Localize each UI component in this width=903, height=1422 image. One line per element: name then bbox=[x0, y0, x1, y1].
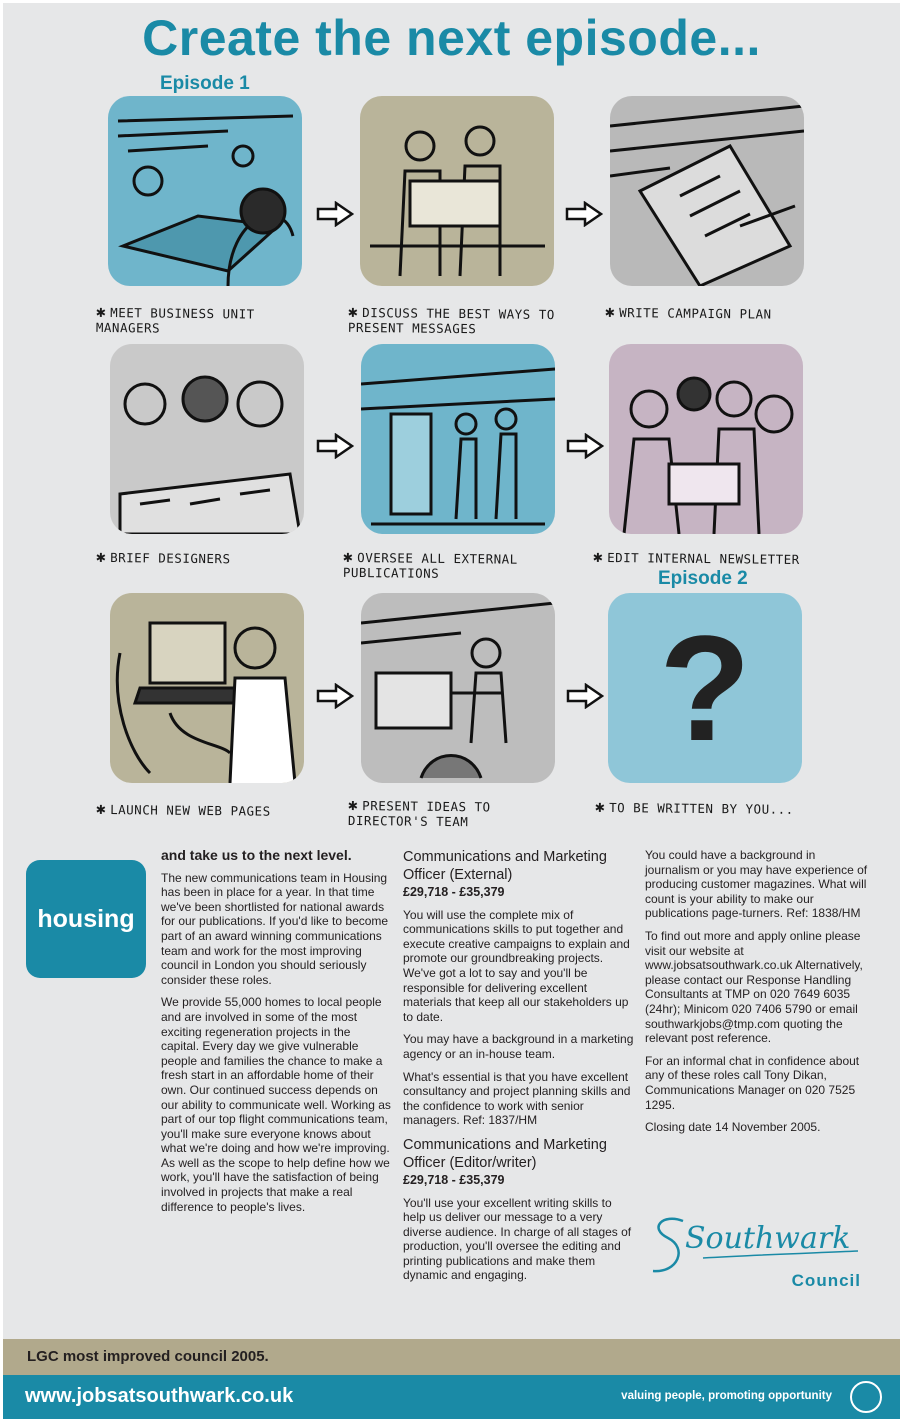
arrow-icon bbox=[316, 201, 354, 227]
caption-to-be-written: ✱ TO BE WRITTEN BY YOU... bbox=[594, 796, 794, 817]
award-text: LGC most improved council 2005. bbox=[27, 1348, 269, 1365]
sketch-designers-illustration bbox=[110, 344, 304, 534]
job2-title: Communications and Marketing Officer (Editor/writer) bbox=[403, 1136, 607, 1171]
closing-date: Closing date 14 November 2005. bbox=[645, 1120, 821, 1135]
sketch-web-illustration bbox=[110, 593, 304, 783]
job-advert-page bbox=[3, 3, 900, 1419]
storyboard-panel-discuss bbox=[360, 96, 554, 286]
storyboard-panel-designers bbox=[110, 344, 304, 534]
arrow-icon bbox=[565, 201, 603, 227]
storyboard-panel-meeting bbox=[108, 96, 302, 286]
tagline: valuing people, promoting opportunity bbox=[621, 1390, 832, 1402]
caption-launch-web: ✱ LAUNCH NEW WEB PAGES bbox=[95, 798, 271, 819]
caption-discuss: ✱ DISCUSS THE BEST WAYS TO PRESENT MESSAGES bbox=[347, 301, 555, 337]
job2-salary: £29,718 - £35,379 bbox=[403, 1172, 505, 1187]
caption-campaign-plan: ✱ WRITE CAMPAIGN PLAN bbox=[604, 301, 772, 322]
apply-paragraph-3: For an informal chat in confidence about any of these roles call Tony Dikan, Communications Manager on 020 7525 1295. bbox=[645, 1053, 860, 1112]
housing-logo-box: housing bbox=[26, 860, 146, 978]
storyboard-panel-newsletter bbox=[609, 344, 803, 534]
intro-paragraph-1: The new communications team in Housing has been in place for a year. In that time we've been shortlisted for national awards for our publications. If you'd like to become part of an award winning communications team and work for the most improving council in London you should seriously consider these roles. bbox=[161, 870, 389, 987]
caption-brief-designers: ✱ BRIEF DESIGNERS bbox=[95, 546, 231, 567]
apply-paragraph-2: To find out more and apply online please visit our website at www.jobsatsouthwark.co.uk Alternatively, please contact our Response Handling Consultants at TMP on 020 7649 6035 (24hr); Minicom 020 7406 5790 or email southwarkjobs@tmp.com quoting the relevant post reference. bbox=[645, 928, 863, 1046]
question-mark-panel bbox=[608, 593, 802, 783]
page-title: Create the next episode... bbox=[142, 10, 761, 66]
job1-paragraph-3: What's essential is that you have excellent consultancy and project planning skills and the confidence to work with senior managers. Ref: 1837/HM bbox=[403, 1069, 631, 1128]
job1-title: Communications and Marketing Officer (External) bbox=[403, 849, 607, 883]
southwark-council-logo bbox=[643, 1203, 873, 1295]
council-wordmark: Council bbox=[791, 1271, 861, 1290]
storyboard-panel-present bbox=[361, 593, 555, 783]
apply-paragraph-1: You could have a background in journalism or you may have experience of producing customer magazines. What will count is your ability to make our publications page-turners. Ref: 1838/HM bbox=[645, 848, 868, 921]
intro-paragraph-2: We provide 55,000 homes to local people and are involved in some of the most exciting regeneration projects in the capital. Every day we give vulnerable people and families the chance to make a fresh start in an affordable home of their own. Our continued success depends on our ability to communicate well. Working as part of our top flight communications team, you'll make sure everyone knows about what we're doing and how we're improving. As well as the scope to help define how we work, you'll have the satisfaction of being involved in projects that make a real difference to people's lives. bbox=[161, 995, 391, 1214]
sketch-present-illustration bbox=[361, 593, 555, 783]
arrow-icon bbox=[566, 433, 604, 459]
caption-oversee-publications: ✱ OVERSEE ALL EXTERNAL PUBLICATIONS bbox=[342, 546, 518, 581]
caption-edit-newsletter: ✱ EDIT INTERNAL NEWSLETTER bbox=[592, 546, 800, 568]
footer-bar bbox=[3, 1375, 900, 1419]
job1-paragraph-1: You will use the complete mix of communications skills to put together and execute creative campaigns to explain and promote our groundbreaking projects. We've got a lot to say and you'll be responsible for delivering excellent materials that keep all our stakeholders up to date. bbox=[403, 907, 630, 1024]
sketch-plan-illustration bbox=[610, 96, 804, 286]
job2-paragraph-1: You'll use your excellent writing skills to help us deliver our message to a very diverse audience. In charge of all stages of production, you'll oversee the editing and printing publications and make them dynamic and engaging. bbox=[403, 1195, 632, 1283]
job1-paragraph-2: You may have a background in a marketing agency or an in-house team. bbox=[403, 1032, 634, 1061]
roles-column bbox=[403, 848, 635, 1291]
award-strip bbox=[3, 1339, 900, 1375]
sketch-newsletter-illustration bbox=[609, 344, 803, 534]
sketch-discuss-illustration bbox=[360, 96, 554, 286]
episode-1-label: Episode 1 bbox=[160, 73, 250, 94]
sketch-meeting-illustration bbox=[108, 96, 302, 286]
apply-column bbox=[645, 848, 870, 1143]
episode-2-label: Episode 2 bbox=[658, 568, 748, 589]
storyboard-panel-plan bbox=[610, 96, 804, 286]
sketch-publications-illustration bbox=[361, 344, 555, 534]
question-mark-icon: ? bbox=[659, 604, 751, 772]
arrow-icon bbox=[316, 683, 354, 709]
website-link[interactable]: www.jobsatsouthwark.co.uk bbox=[25, 1385, 294, 1407]
job1-salary: £29,718 - £35,379 bbox=[403, 885, 505, 899]
arrow-icon bbox=[566, 683, 604, 709]
storyboard-panel-web bbox=[110, 593, 304, 783]
investors-in-people-badge-icon bbox=[850, 1381, 882, 1413]
svg-text:Southwark: Southwark bbox=[685, 1221, 851, 1256]
caption-present-ideas: ✱ PRESENT IDEAS TO DIRECTOR'S TEAM bbox=[347, 794, 491, 830]
storyboard-panel-publications bbox=[361, 344, 555, 534]
intro-lead: and take us to the next level. bbox=[161, 847, 352, 863]
intro-column bbox=[161, 848, 391, 1222]
arrow-icon bbox=[316, 433, 354, 459]
caption-meet-managers: ✱ MEET BUSINESS UNIT MANAGERS bbox=[95, 301, 255, 336]
